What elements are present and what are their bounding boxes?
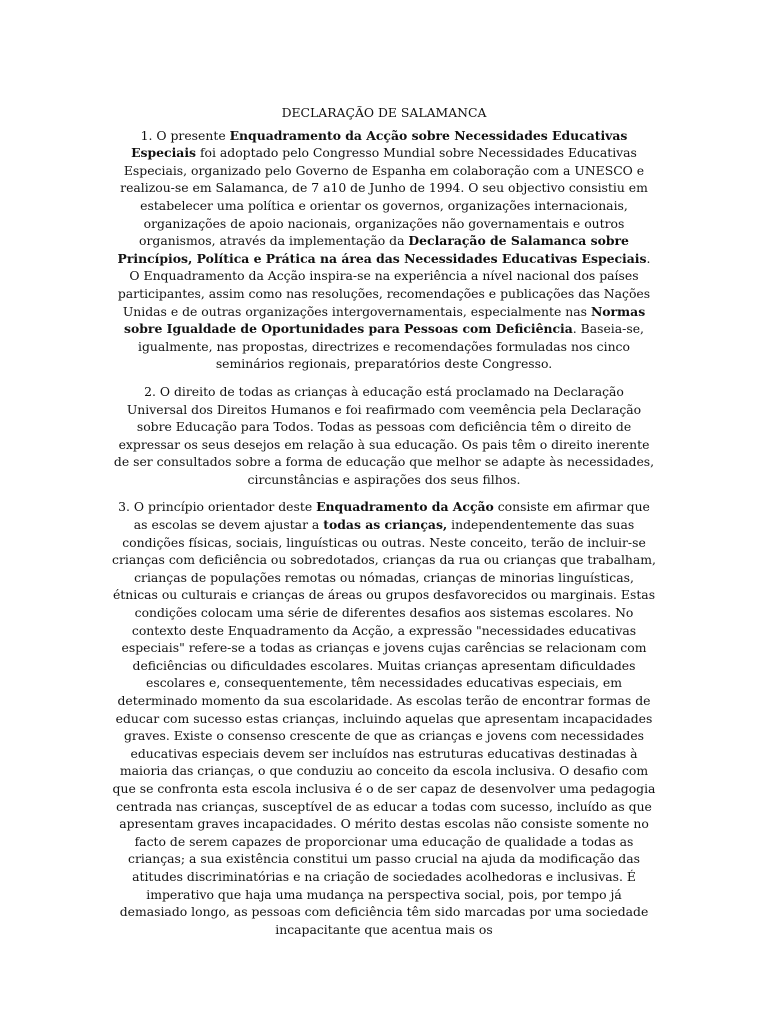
bold-text: Enquadramento da Acção: [316, 499, 494, 515]
bold-text: Declaração de Salamanca sobre Princípios, Política e Prática na área das Necessidades Educativas Especiais: [117, 233, 647, 266]
text-run: independentemente das suas condições físicas, sociais, linguísticas ou outras. Neste conceito, terão de incluir-se crianças com deficiência ou sobredotados, crianças da rua ou crianças que trabalham, crianças de populações remotas ou nómadas, crianças de minorias linguísticas, étnicas ou culturais e crianças de áreas ou grupos desfavorecidos ou marginais. Estas condições colocam uma série de diferentes desafios aos sistemas escolares. No contexto deste Enquadramento da Acção, a expressão "necessidades educativas especiais" refere-se a todas as crianças e jovens cujas carências se relacionam com deficiências ou dificuldades escolares. Muitas crianças apresentam dificuldades escolares e, consequentemente, têm necessidades educativas especiais, em determinado momento da sua escolaridade. As escolas terão de encontrar formas de educar com sucesso estas crianças, incluindo aquelas que apresentam incapacidades graves. Existe o consenso crescente de que as crianças e jovens com necessidades educativas especiais devem ser incluídos nas estruturas educativas destinadas à maioria das crianças, o que conduziu ao conceito da escola inclusiva. O desafio com que se confronta esta escola inclusiva é o de ser capaz de desenvolver uma pedagogia centrada nas crianças, susceptível de as educar a todas com sucesso, incluído as que apresentam graves incapacidades. O mérito destas escolas não consiste somente no facto de serem capazes de proporcionar uma educação de qualidade a todas as crianças; a sua existência constitui um passo crucial na ajuda da modificação das atitudes discriminatórias e na criação de sociedades acolhedoras e inclusivas. É imperativo que haja uma mudança na perspectiva social, pois, por tempo já demasiado longo, as pessoas com deficiência têm sido marcadas por uma sociedade incapacitante que acentua mais os: [112, 517, 656, 937]
paragraph-3: [112, 498, 656, 938]
paragraph-2: [112, 383, 656, 489]
text-run: 3. O princípio orientador deste: [118, 499, 317, 515]
text-run: consiste em afirmar que as escolas se devem ajustar a: [133, 499, 650, 533]
bold-text: Enquadramento da Acção sobre Necessidades Educativas Especiais: [131, 127, 628, 161]
document-title: DECLARAÇÃO DE SALAMANCA: [281, 105, 487, 120]
document-body: [112, 127, 656, 939]
text-run: . O Enquadramento da Acção inspira-se na experiência a nível nacional dos países participantes, assim como nas resoluções, recomendações e publicações das Nações Unidas e de outras organizações intergovernamentais, especialmente nas: [117, 250, 651, 319]
document-page: [112, 104, 656, 948]
paragraph-1: [112, 127, 656, 373]
text-run: 2. O direito de todas as crianças à educação está proclamado na Declaração Universal dos Direitos Humanos e foi reafirmado com veemência pela Declaração sobre Educação para Todos. Todas as pessoas com deficiência têm o direito de expressar os seus desejos em relação à sua educação. Os pais têm o direito inerente de ser consultados sobre a forma de educação que melhor se adapte às necessidades, circunstâncias e aspirações dos seus filhos.: [113, 383, 655, 487]
bold-text: todas as crianças,: [323, 517, 448, 533]
text-run: foi adoptado pelo Congresso Mundial sobre Necessidades Educativas Especiais, organizado pelo Governo de Espanha em colaboração com a UNESCO e realizou-se em Salamanca, de 7 a10 de Junho de 1994. O seu objectivo consistiu em estabelecer uma política e orientar os governos, organizações internacionais, organizações de apoio nacionais, organizações não governamentais e outros organismos, através da implementação da: [120, 145, 648, 249]
bold-text: Normas sobre Igualdade de Oportunidades para Pessoas com Deficiência: [124, 303, 646, 337]
text-run: . Baseia-se, igualmente, nas propostas, directrizes e recomendações formuladas nos cinco seminários regionais, preparatórios deste Congresso.: [138, 321, 644, 372]
text-run: 1. O presente: [140, 127, 230, 143]
